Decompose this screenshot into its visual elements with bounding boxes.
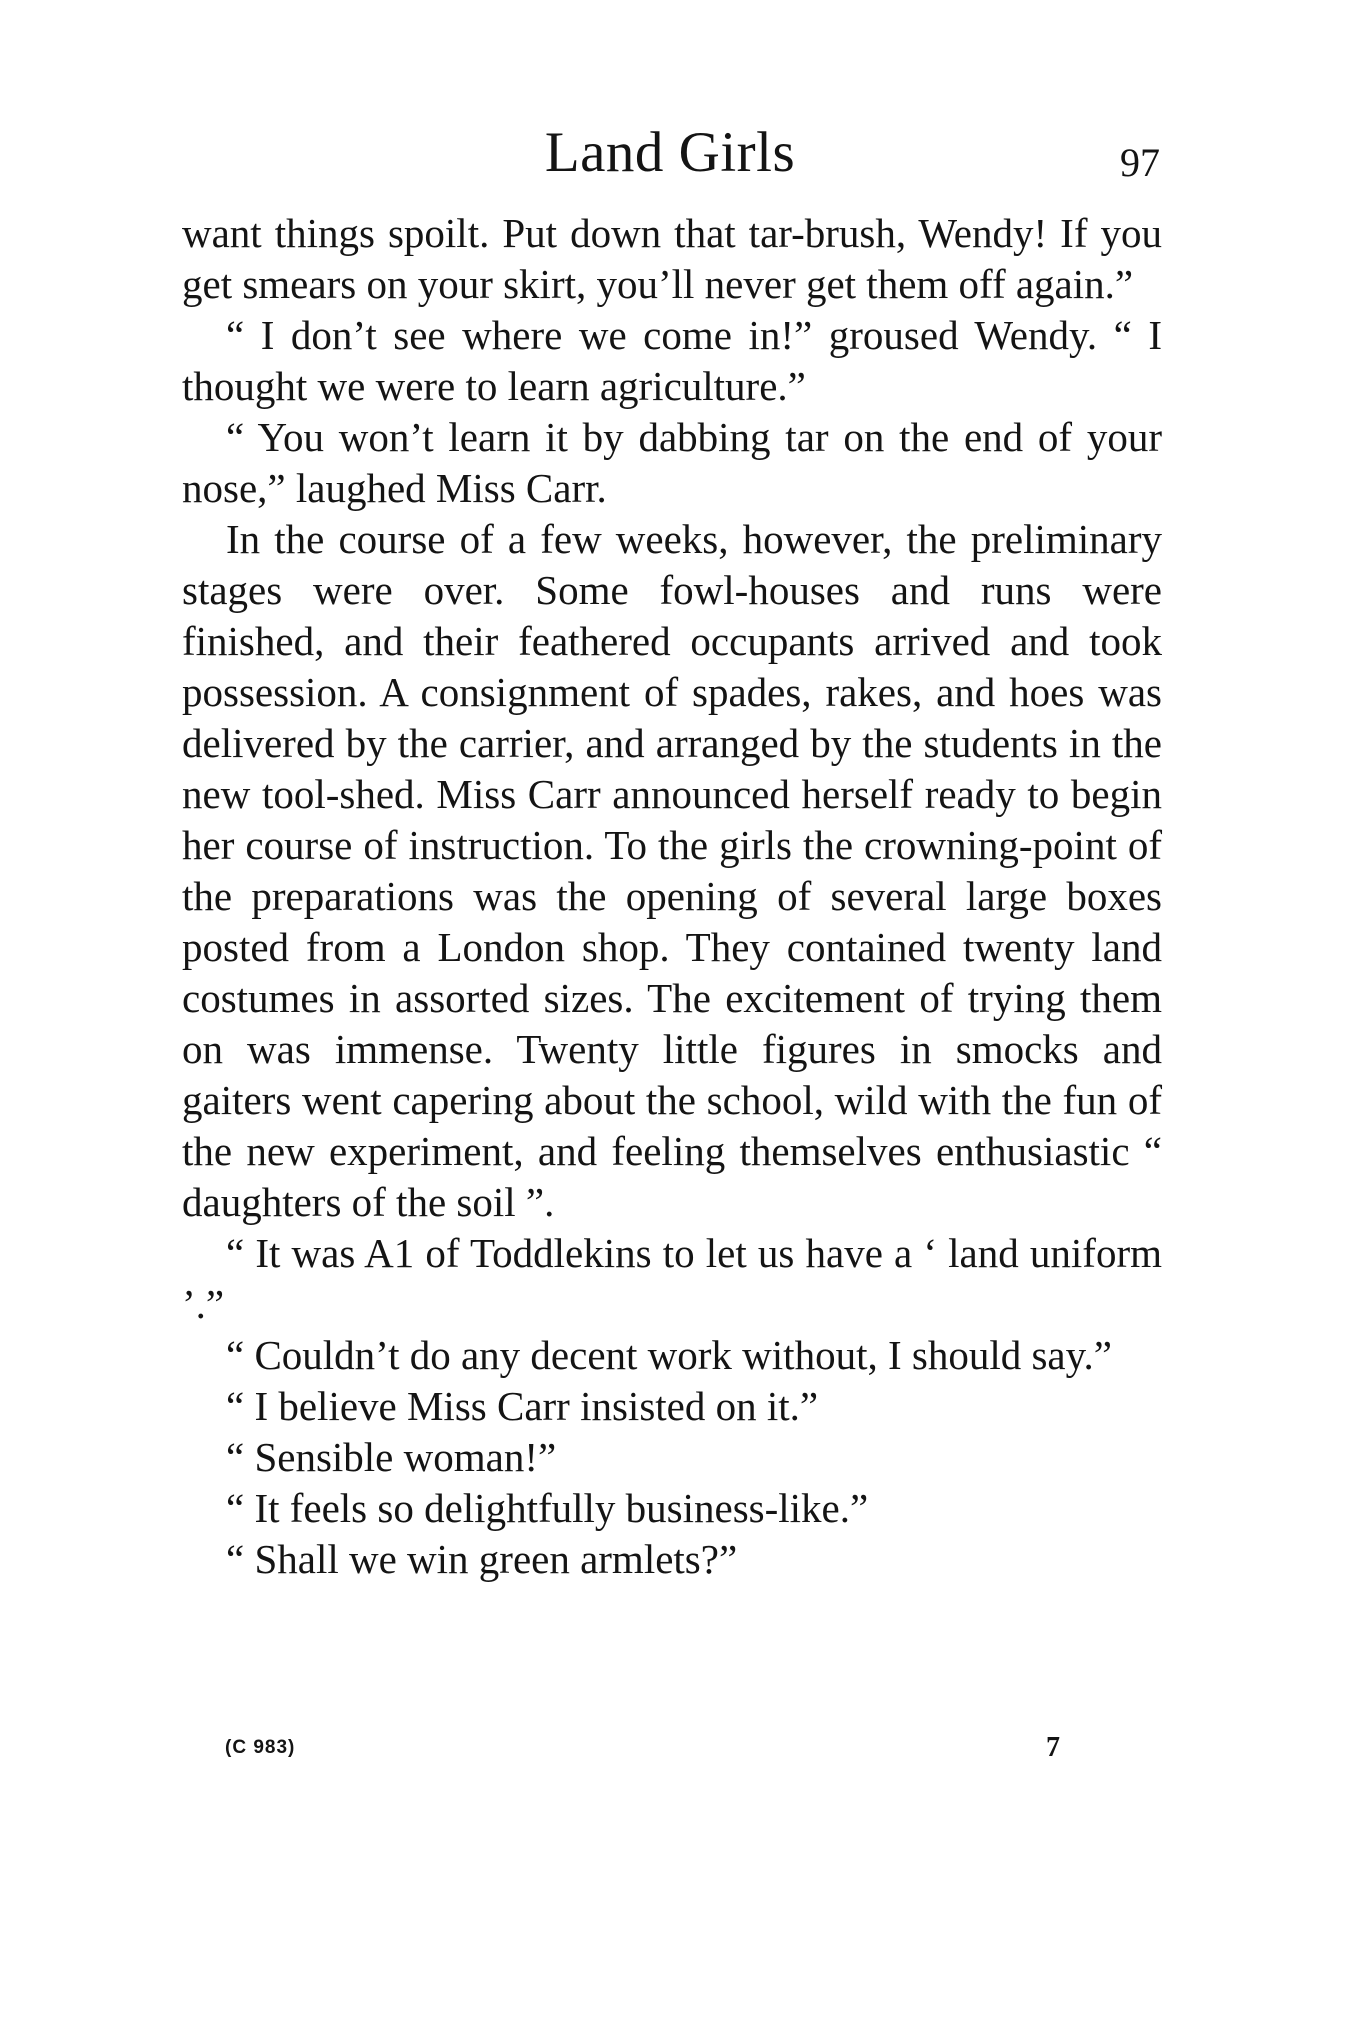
paragraph-8: “ Sensible woman!” <box>226 1434 557 1480</box>
page-footer <box>225 1730 1060 1770</box>
paragraph-2: “ I don’t see where we come in!” groused Wendy. “ I thought we were to learn agriculture.” <box>182 312 1162 409</box>
paragraph-9: “ It feels so delightfully business-like.” <box>226 1485 869 1531</box>
running-head <box>180 118 1160 198</box>
body-text <box>182 208 1162 1585</box>
sheet-number: 7 <box>1046 1732 1060 1763</box>
paragraph-1: want things spoilt. Put down that tar-brush, Wendy! If you get smears on your skirt, you’ll never get them off again.” <box>182 210 1162 307</box>
paragraph-5: “ It was A1 of Toddlekins to let us have a ‘ land uniform ’.” <box>182 1230 1162 1327</box>
paragraph-10: “ Shall we win green armlets?” <box>226 1536 738 1582</box>
printer-signature: (C 983) <box>225 1737 296 1758</box>
paragraph-7: “ I believe Miss Carr insisted on it.” <box>226 1383 819 1429</box>
page-number: 97 <box>1120 140 1160 185</box>
paragraph-6: “ Couldn’t do any decent work without, I should say.” <box>226 1332 1112 1378</box>
paragraph-4: In the course of a few weeks, however, the preliminary stages were over. Some fowl-houses and runs were finished, and their feathered occupants arrived and took possession. A consignment of spades, rakes, and hoes was delivered by the carrier, and arranged by the students in the new tool-shed. Miss Carr announced herself ready to begin her course of instruction. To the girls the crowning-point of the preparations was the opening of several large boxes posted from a London shop. They contained twenty land costumes in assorted sizes. The excitement of trying them on was immense. Twenty little figures in smocks and gaiters went capering about the school, wild with the fun of the new experiment, and feeling themselves enthusiastic “ daughters of the soil ”. <box>182 516 1162 1225</box>
paragraph-3: “ You won’t learn it by dabbing tar on the end of your nose,” laughed Miss Carr. <box>182 414 1162 511</box>
running-title: Land Girls <box>544 121 796 184</box>
